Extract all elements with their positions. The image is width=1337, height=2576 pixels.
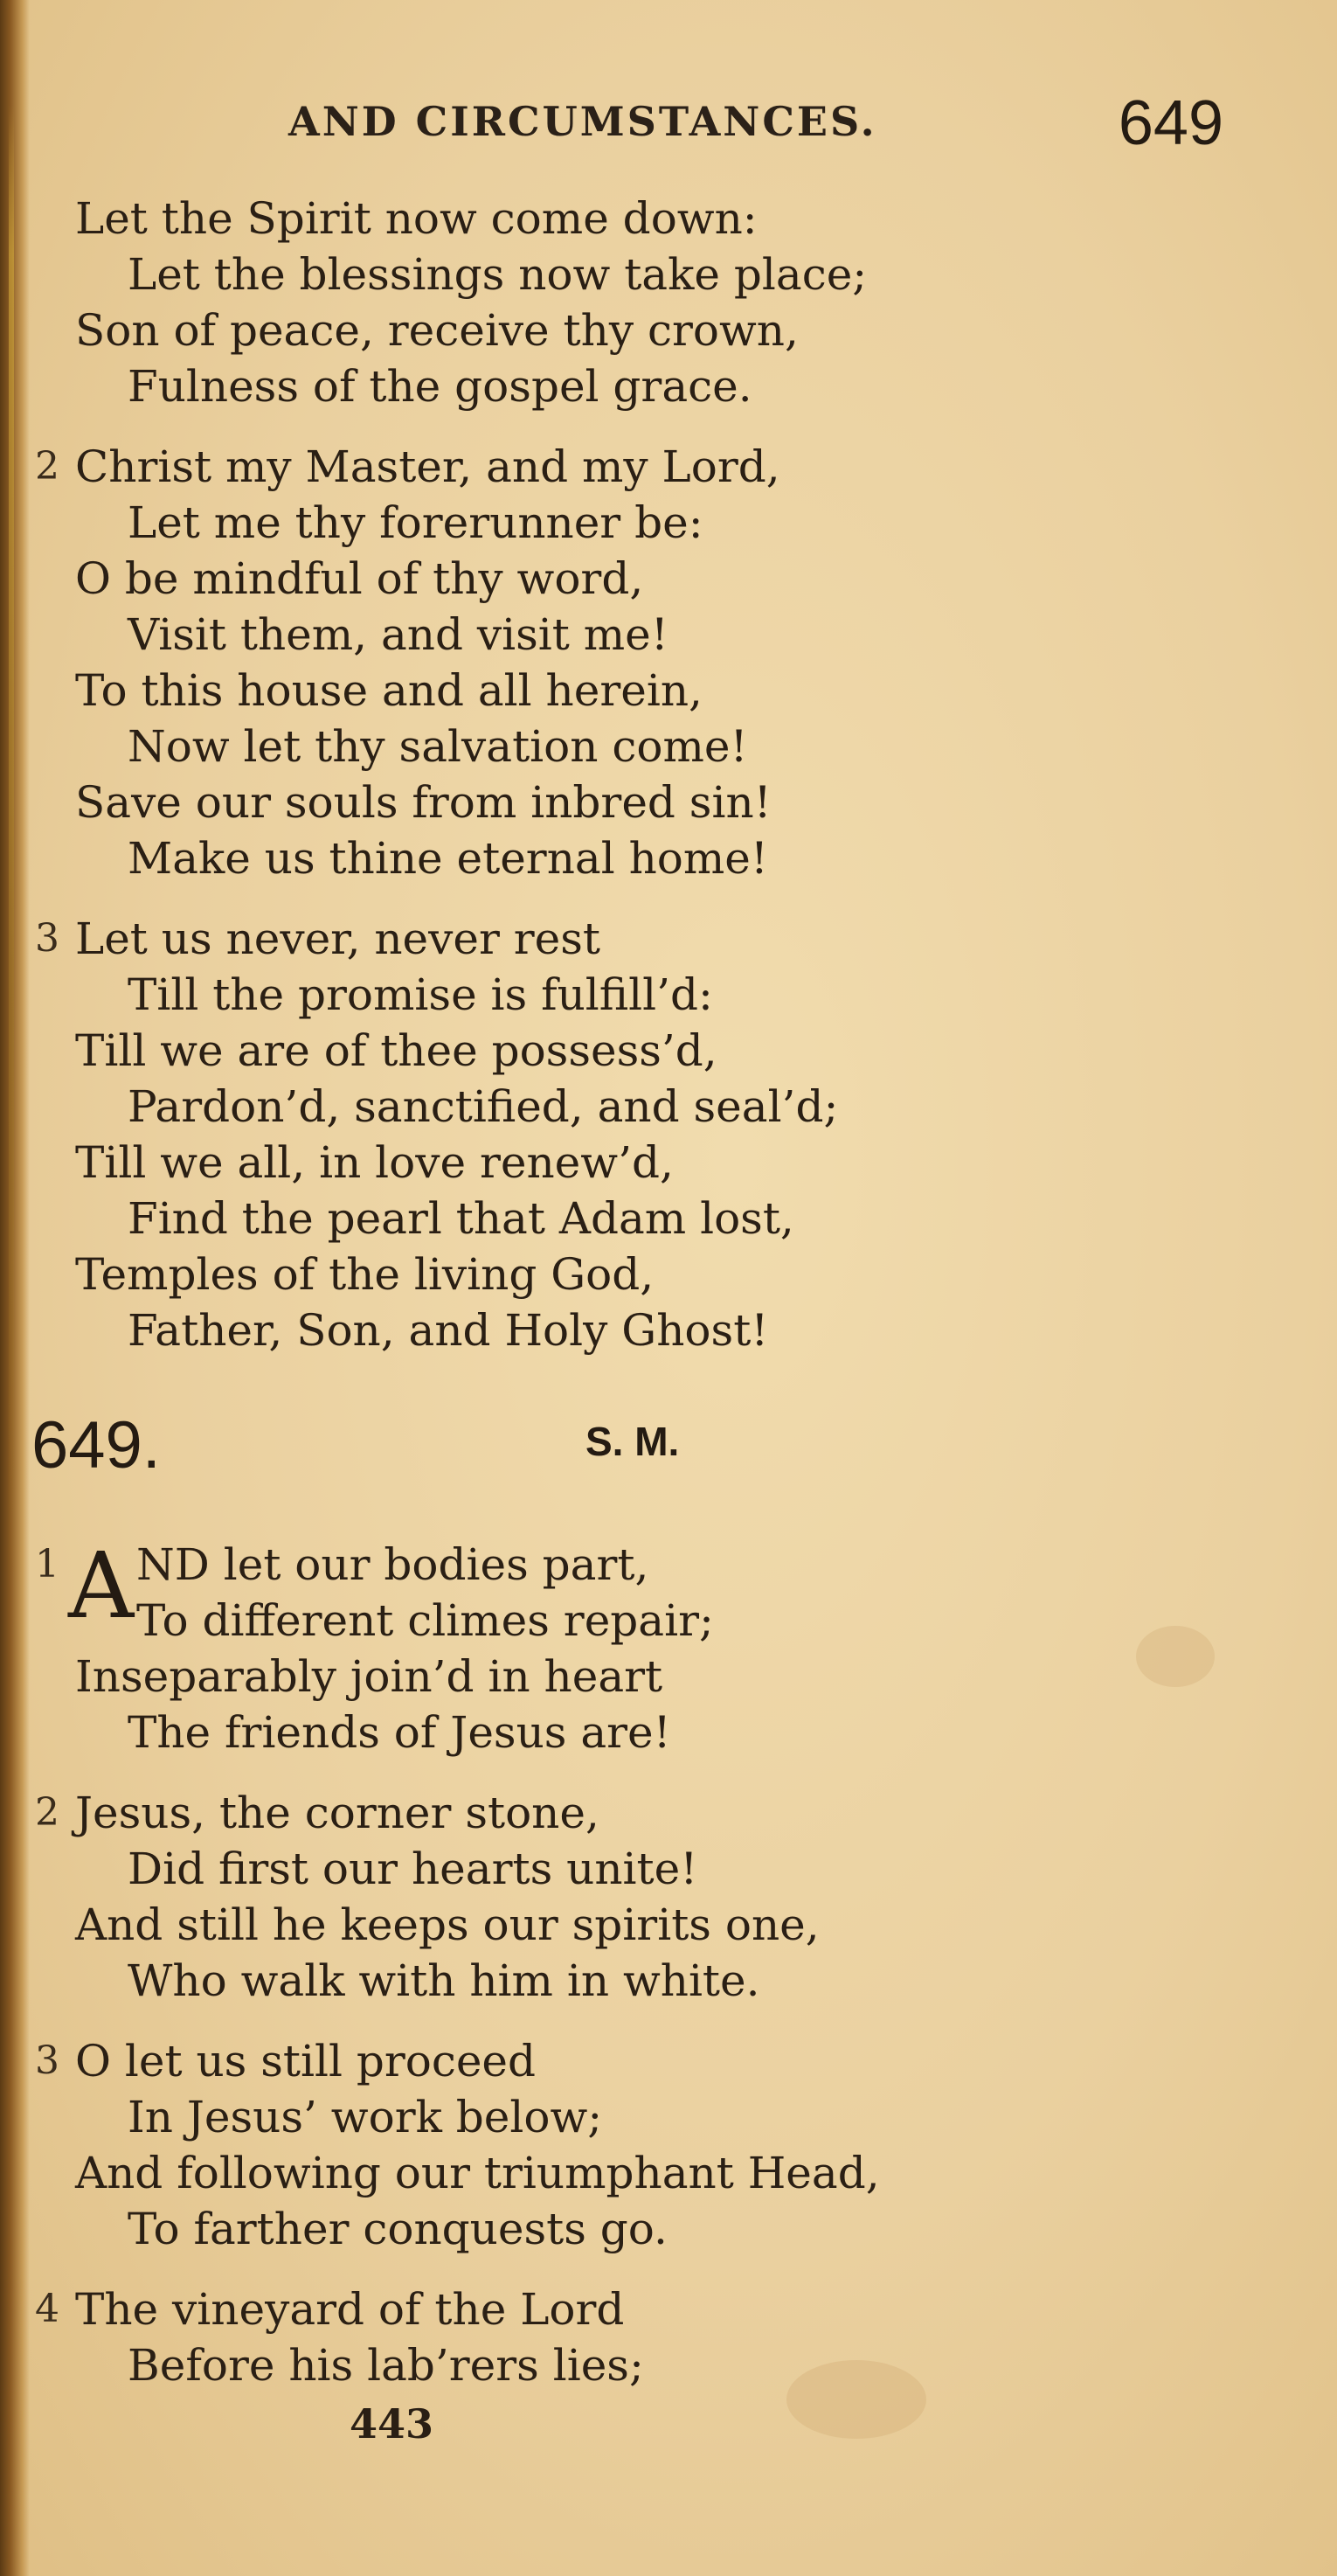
verse-number: 4 (35, 2287, 59, 2331)
hymn-meter: S. M. (585, 1419, 680, 1464)
verse-number: 1 (35, 1542, 59, 1587)
verse-line: Now let thy salvation come! (128, 721, 748, 772)
verse-number: 3 (35, 916, 59, 961)
verse-line: Make us thine eternal home! (128, 833, 768, 884)
verse-line: Pardon’d, sanctified, and seal’d; (128, 1081, 839, 1132)
verse-line: Inseparably join’d in heart (75, 1651, 663, 1702)
book-spine-shadow (0, 0, 30, 2576)
drop-cap: A (68, 1532, 135, 1639)
verse-line: Till we all, in love renew’d, (75, 1137, 674, 1188)
verse-line: The friends of Jesus are! (128, 1707, 671, 1758)
page-header (288, 87, 1223, 166)
verse-line: Who walk with him in white. (128, 1955, 760, 2006)
verse-line: Let the blessings now take place; (128, 249, 868, 300)
verse-line: To farther conquests go. (128, 2204, 668, 2254)
verse-number: 3 (35, 2038, 59, 2083)
verse-line: Jesus, the corner stone, (75, 1788, 599, 1838)
verse-line: Till the promise is fulfill’d: (128, 969, 713, 1020)
verse-line: To this house and all herein, (75, 665, 703, 716)
verse-line: Let us never, never rest (75, 913, 601, 964)
verse-line: And following our triumphant Head, (75, 2148, 880, 2198)
paper-stain (1136, 1626, 1215, 1687)
verse-line: Let me thy forerunner be: (128, 497, 703, 548)
verse-line: Fulness of the gospel grace. (128, 361, 752, 412)
verse-line: Father, Son, and Holy Ghost! (128, 1305, 769, 1356)
signature-mark: 443 (350, 2400, 434, 2448)
verse-line: ND let our bodies part, (136, 1539, 649, 1590)
verse-line: To different climes repair; (136, 1595, 714, 1646)
spine-gilt-streak (9, 105, 14, 1591)
verse-line: O be mindful of thy word, (75, 553, 644, 604)
verse-line: Find the pearl that Adam lost, (128, 1193, 794, 1244)
page-number: 649 (1118, 88, 1223, 158)
verse-line: Christ my Master, and my Lord, (75, 441, 780, 492)
verse-number: 2 (35, 1790, 59, 1835)
hymn-number: 649. (31, 1408, 161, 1482)
verse-line: Visit them, and visit me! (128, 609, 668, 660)
verse-line: And still he keeps our spirits one, (75, 1899, 820, 1950)
verse-number: 2 (35, 444, 59, 489)
verse-line: Temples of the living God, (75, 1249, 655, 1300)
verse-line: Son of peace, receive thy crown, (75, 305, 799, 356)
verse-line: O let us still proceed (75, 2036, 537, 2086)
running-head: AND CIRCUMSTANCES. (288, 98, 877, 145)
verse-line: In Jesus’ work below; (128, 2092, 603, 2142)
verse-line: Before his lab’rers lies; (128, 2340, 644, 2391)
verse-line: Let the Spirit now come down: (75, 193, 758, 244)
verse-line: Did first our hearts unite! (128, 1843, 698, 1894)
verse-line: The vineyard of the Lord (75, 2284, 625, 2335)
verse-line: Save our souls from inbred sin! (75, 777, 772, 828)
paper-stain (786, 2360, 926, 2439)
verse-line: Till we are of thee possess’d, (75, 1025, 717, 1076)
